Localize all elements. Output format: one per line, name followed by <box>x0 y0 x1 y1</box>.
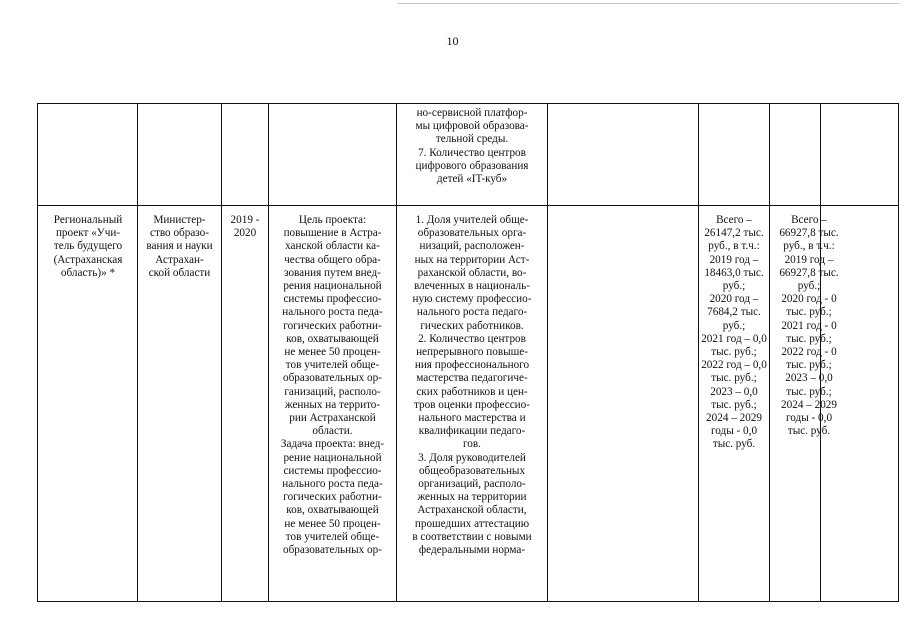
column-divider <box>547 104 548 601</box>
indicators-cell: 1. Доля учителей обще- образовательных орга- низаций, расположен- ных на территории Аст- раханской области, во- влеченных в националь- ную систему профессио- нального роста педаго- гических работников. 2. Количество центров непрерывного повыше- ния профессионального мастерства педагогиче- ских работников и цен- тров оценки профессио- нального мастерства и квалификации педаго- гов. 3. Доля руководителей общеобразовательных организаций, располо- женных на территории Астраханской области, прошедших аттестацию в соответствии с новыми федеральными норма- <box>412 214 532 557</box>
indicators-continued-cell: но-сервисной платфор- мы цифровой образова- тельной среды. 7. Количество центров цифрового образования детей «IT-куб» <box>415 107 529 186</box>
page-number: 10 <box>446 34 459 48</box>
row-divider <box>38 205 898 206</box>
scan-edge-line <box>398 3 900 4</box>
period-cell: 2019 - 2020 <box>230 214 260 240</box>
project-table <box>37 103 899 602</box>
column-divider <box>137 104 138 601</box>
goal-cell: Цель проекта: повышение в Астра- ханской области ка- чества общего обра- зования путем внед- рения национальной системы профессио- нального роста педа- гогических работни- ков, охватывающей не менее 50 процен- тов учителей обще- образовательных ор- ганизаций, располо- женных на террито- рии Астраханской области. Задача проекта: внед- рение национальной системы профессио- нального роста педа- гогических работни- ков, охватывающей не менее 50 процен- тов учителей обще- образовательных ор- <box>280 214 385 557</box>
funding-cell-b: Всего – 66927,8 тыс. руб., в т.ч.: 2019 год – 66927,8 тыс. руб.; 2020 год - 0 тыс. руб.; 2021 год - 0 тыс. руб.; 2022 год - 0 тыс. руб.; 2023 – 0,0 тыс. руб.; 2024 – 2029 годы - 0,0 тыс. руб. <box>779 214 839 438</box>
column-divider <box>221 104 222 601</box>
executor-cell: Министер- ство образо- вания и науки Астрахан- ской области <box>146 214 213 279</box>
funding-cell-a: Всего – 26147,2 тыс. руб., в т.ч.: 2019 год – 18463,0 тыс. руб.; 2020 год – 7684,2 тыс. руб.; 2021 год – 0,0 тыс. руб.; 2022 год – 0,0 тыс. руб.; 2023 – 0,0 тыс. руб.; 2024 – 2029 годы - 0,0 тыс. руб. <box>701 214 767 451</box>
project-name-cell: Региональный проект «Учи- тель будущего (Астраханская область)» * <box>53 214 123 279</box>
